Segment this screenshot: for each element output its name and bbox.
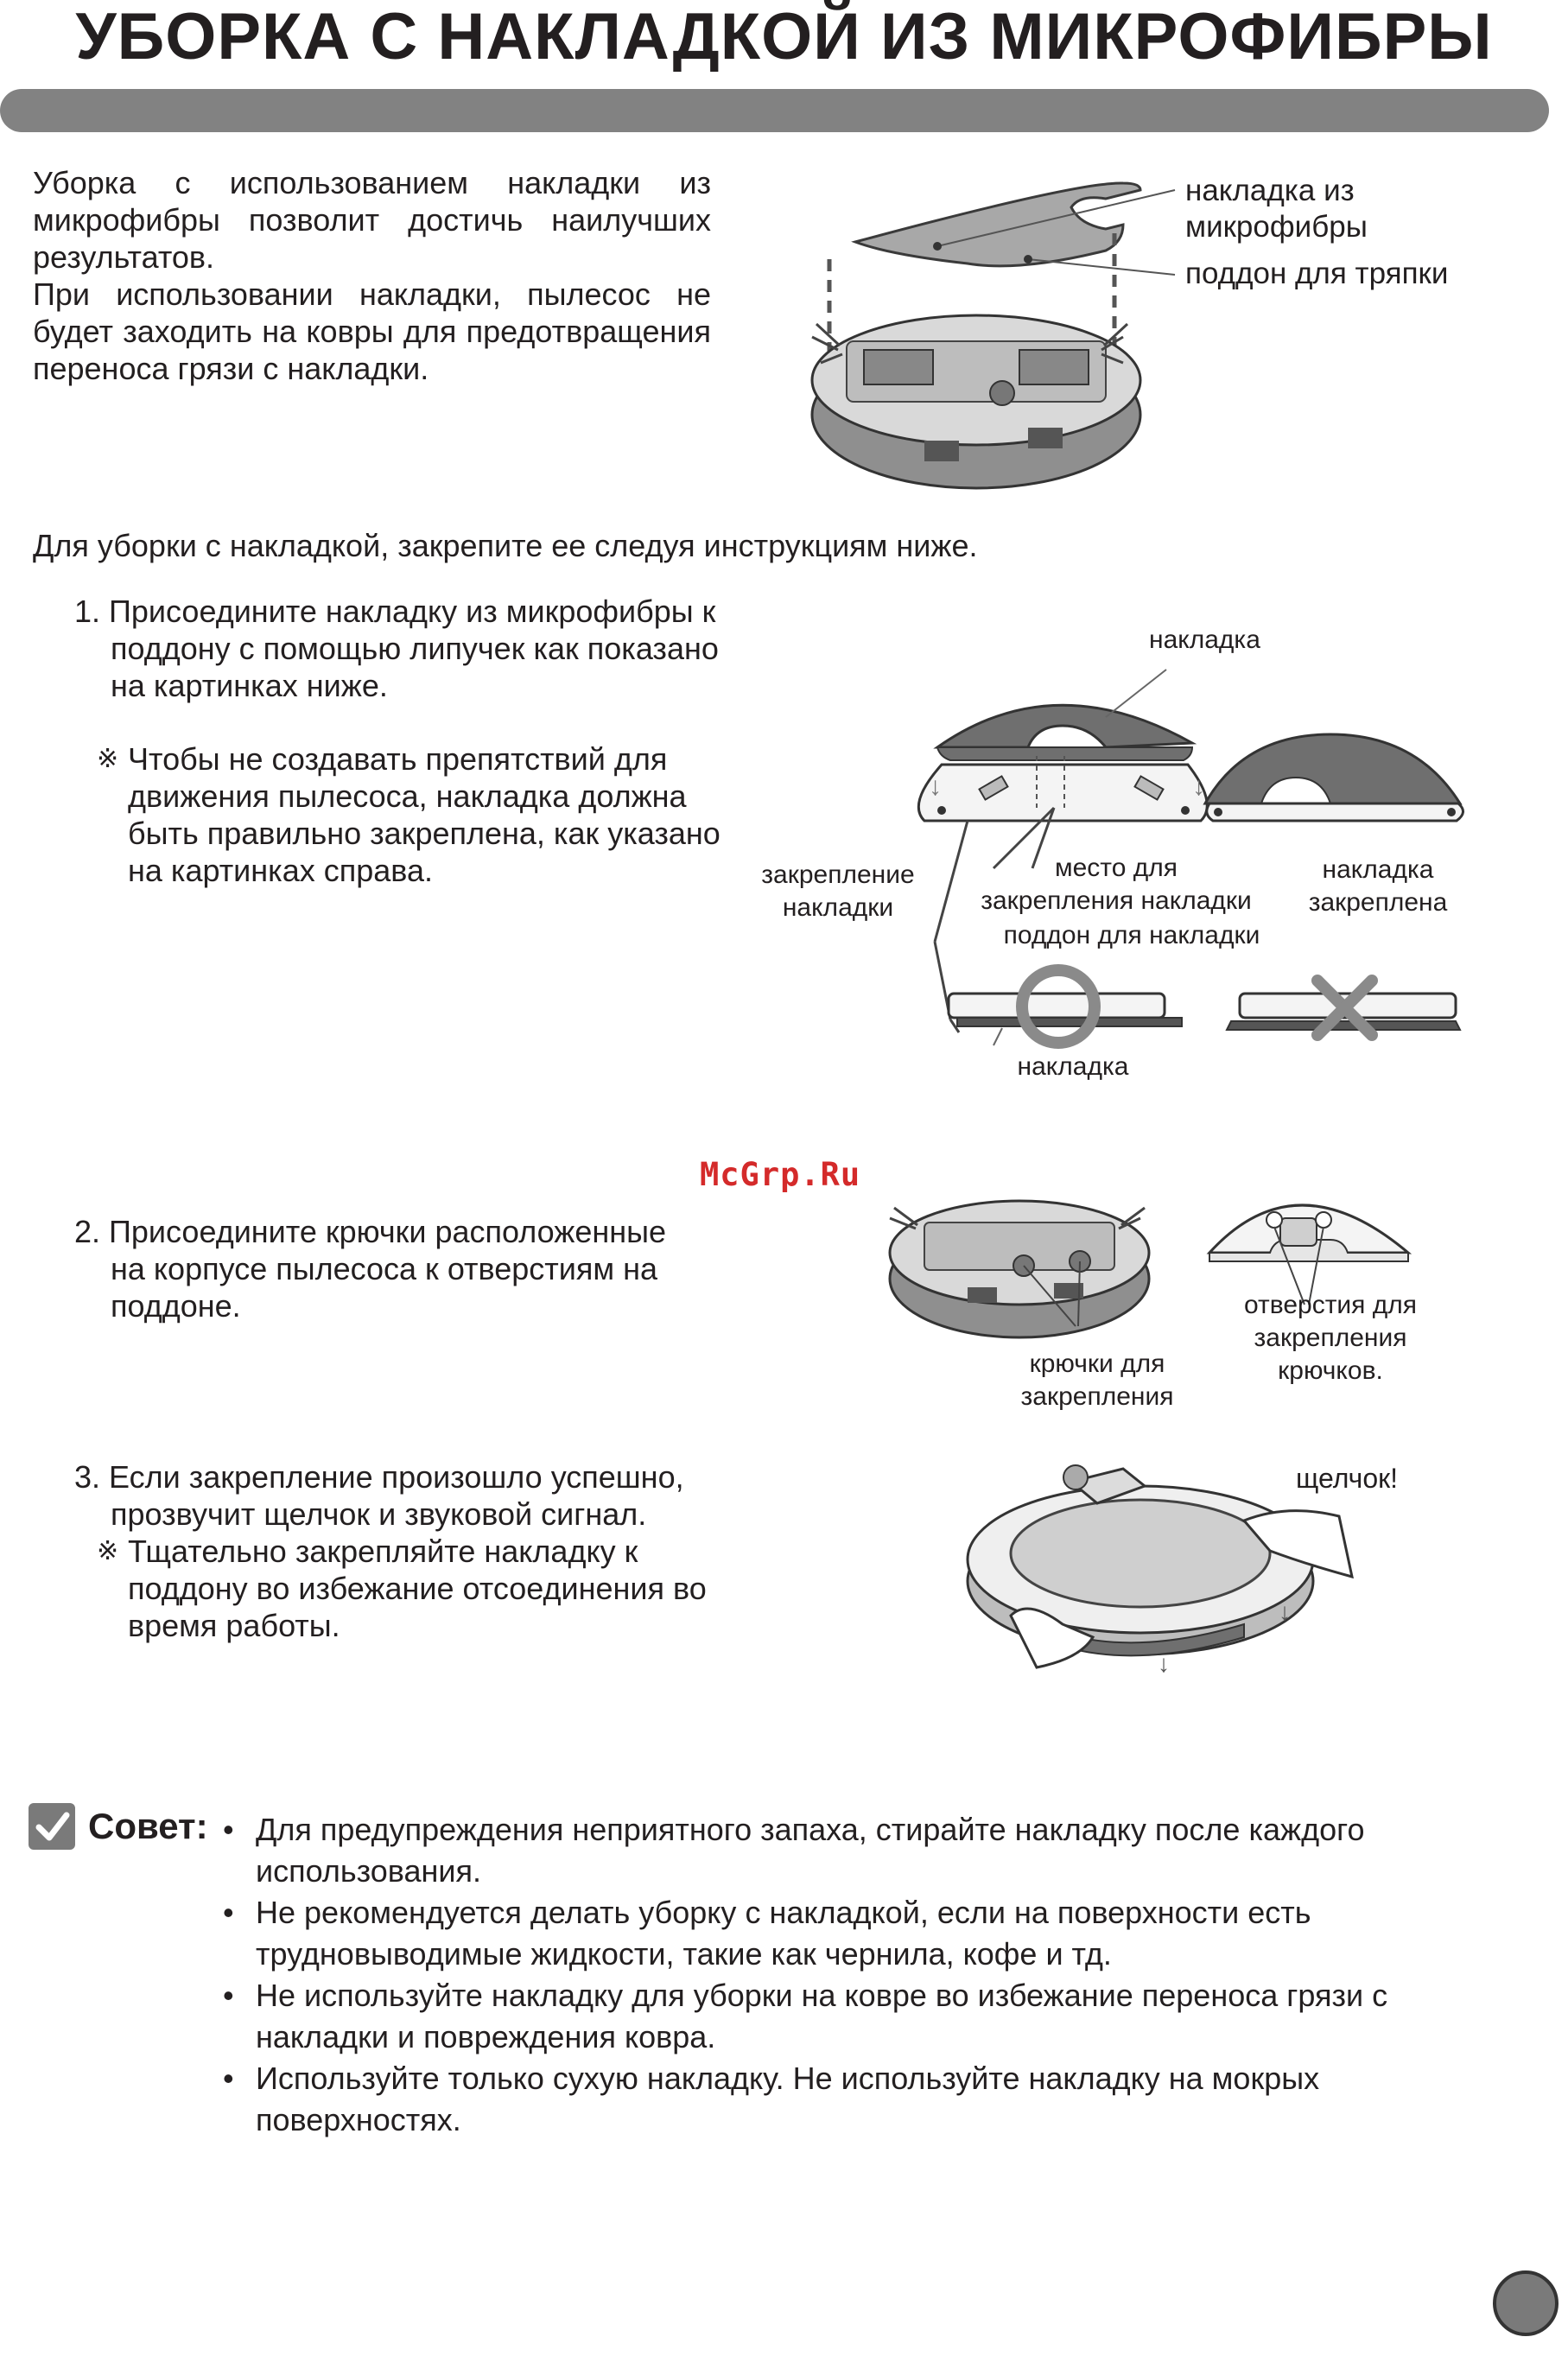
step3-text bbox=[74, 1458, 765, 1533]
step3-note-line: поддону во избежание отсоединения во bbox=[128, 1571, 707, 1606]
fig2-label-pad-top: накладка bbox=[1149, 626, 1260, 654]
fig3-hooks-2: закрепления bbox=[1020, 1382, 1174, 1411]
bullet: • bbox=[223, 1978, 234, 2013]
pad-shape bbox=[855, 183, 1140, 266]
bullet: • bbox=[223, 2061, 234, 2096]
fig2-label-fix-1: закрепление bbox=[761, 860, 915, 889]
fig3-holes-3: крючков. bbox=[1278, 1356, 1383, 1385]
tip-line: поверхностях. bbox=[256, 2102, 461, 2137]
watermark: McGrp.Ru bbox=[700, 1156, 861, 1193]
robot-pad-illustration bbox=[795, 164, 1555, 510]
tip-line: использования. bbox=[256, 1853, 481, 1889]
fig3-holes-2: закрепления bbox=[1254, 1324, 1407, 1352]
intro-line: Уборка с использованием накладки из bbox=[33, 165, 711, 200]
tip-line: Для предупреждения неприятного запаха, стирайте накладку после каждого bbox=[256, 1812, 1365, 1847]
attach-click-illustration bbox=[959, 1451, 1443, 1676]
fig2-label-fixed-1: накладка bbox=[1322, 855, 1434, 884]
intro-paragraph bbox=[33, 164, 711, 387]
svg-text:↓: ↓ bbox=[1279, 1598, 1291, 1625]
page-number-badge bbox=[1493, 2270, 1558, 2336]
step1-note-line: на картинках справа. bbox=[128, 853, 434, 888]
tip-line: накладки и повреждения ковра. bbox=[256, 2019, 716, 2054]
svg-text:↓: ↓ bbox=[1192, 772, 1205, 801]
intro-line: микрофибры позволит достичь наилучших bbox=[33, 202, 711, 238]
fig1-label-tray: поддон для тряпки bbox=[1185, 257, 1449, 290]
step2-line: поддоне. bbox=[111, 1288, 241, 1324]
tip-line: Используйте только сухую накладку. Не используйте накладку на мокрых bbox=[256, 2061, 1320, 2096]
fig1-label-pad-1: накладка из bbox=[1185, 174, 1355, 207]
step2-line: на корпусе пылесоса к отверстиям на bbox=[111, 1251, 658, 1286]
step1-note-line: Чтобы не создавать препятствий для bbox=[128, 741, 668, 777]
fig2-label-fix-2: накладки bbox=[782, 893, 894, 922]
fig2-label-tray: поддон для накладки bbox=[1003, 921, 1260, 949]
intro-line: При использовании накладки, пылесос не bbox=[33, 276, 711, 312]
fig2-label-pad-bottom: накладка bbox=[1017, 1052, 1129, 1081]
step3-note-line: Тщательно закрепляйте накладку к bbox=[128, 1534, 638, 1569]
checkmark-icon bbox=[29, 1803, 75, 1850]
fig2-label-place-1: место для bbox=[1055, 854, 1178, 882]
note-mark: ※ bbox=[97, 1537, 119, 1565]
step1-note bbox=[97, 740, 788, 889]
fig1-label-pad-2: микрофибры bbox=[1185, 210, 1368, 244]
tip-line: Не рекомендуется делать уборку с накладкой, если на поверхности есть bbox=[256, 1895, 1311, 1930]
fig3-hooks-1: крючки для bbox=[1029, 1349, 1165, 1378]
svg-text:↓: ↓ bbox=[1158, 1650, 1170, 1676]
step1-text bbox=[74, 593, 765, 704]
step3-line: 3. Если закрепление произошло успешно, bbox=[74, 1459, 684, 1495]
fig3-holes-1: отверстия для bbox=[1243, 1291, 1418, 1319]
fig2-label-fixed-2: закреплена bbox=[1308, 888, 1448, 917]
step3-note bbox=[97, 1533, 788, 1644]
step3-line: прозвучит щелчок и звуковой сигнал. bbox=[111, 1496, 647, 1532]
intro-line: будет заходить на ковры для предотвращения bbox=[33, 314, 711, 349]
hooks-holes-illustration bbox=[881, 1175, 1538, 1434]
step1-note-line: быть правильно закреплена, как указано bbox=[128, 816, 721, 851]
pad-attachment-diagram bbox=[743, 622, 1520, 1089]
step3-note-line: время работы. bbox=[128, 1608, 340, 1643]
tip-label: Совет: bbox=[88, 1806, 208, 1846]
intro-line: переноса грязи с накладки. bbox=[33, 351, 429, 386]
page-title: УБОРКА С НАКЛАДКОЙ ИЗ МИКРОФИБРЫ bbox=[75, 0, 1493, 73]
title-bar bbox=[0, 89, 1549, 132]
svg-text:↓: ↓ bbox=[929, 772, 942, 801]
intro-line: результатов. bbox=[33, 239, 215, 275]
bullet: • bbox=[223, 1812, 234, 1847]
step1-note-line: движения пылесоса, накладка должна bbox=[128, 778, 687, 814]
note-mark: ※ bbox=[97, 745, 119, 773]
tip-line: Не используйте накладку для уборки на ковре во избежание переноса грязи с bbox=[256, 1978, 1388, 2013]
fig4-click: щелчок! bbox=[1296, 1463, 1399, 1494]
step2-text bbox=[74, 1213, 765, 1324]
bullet: • bbox=[223, 1895, 234, 1930]
step1-line: 1. Присоедините накладку из микрофибры к bbox=[74, 594, 716, 629]
step1-line: на картинках ниже. bbox=[111, 668, 388, 703]
instruction-intro: Для уборки с накладкой, закрепите ее следуя инструкциям ниже. bbox=[33, 528, 978, 563]
step2-line: 2. Присоедините крючки расположенные bbox=[74, 1214, 667, 1249]
fig2-label-place-2: закрепления накладки bbox=[981, 886, 1252, 915]
tip-line: трудновыводимые жидкости, такие как чернила, кофе и тд. bbox=[256, 1936, 1112, 1972]
step1-line: поддону с помощью липучек как показано bbox=[111, 631, 719, 666]
